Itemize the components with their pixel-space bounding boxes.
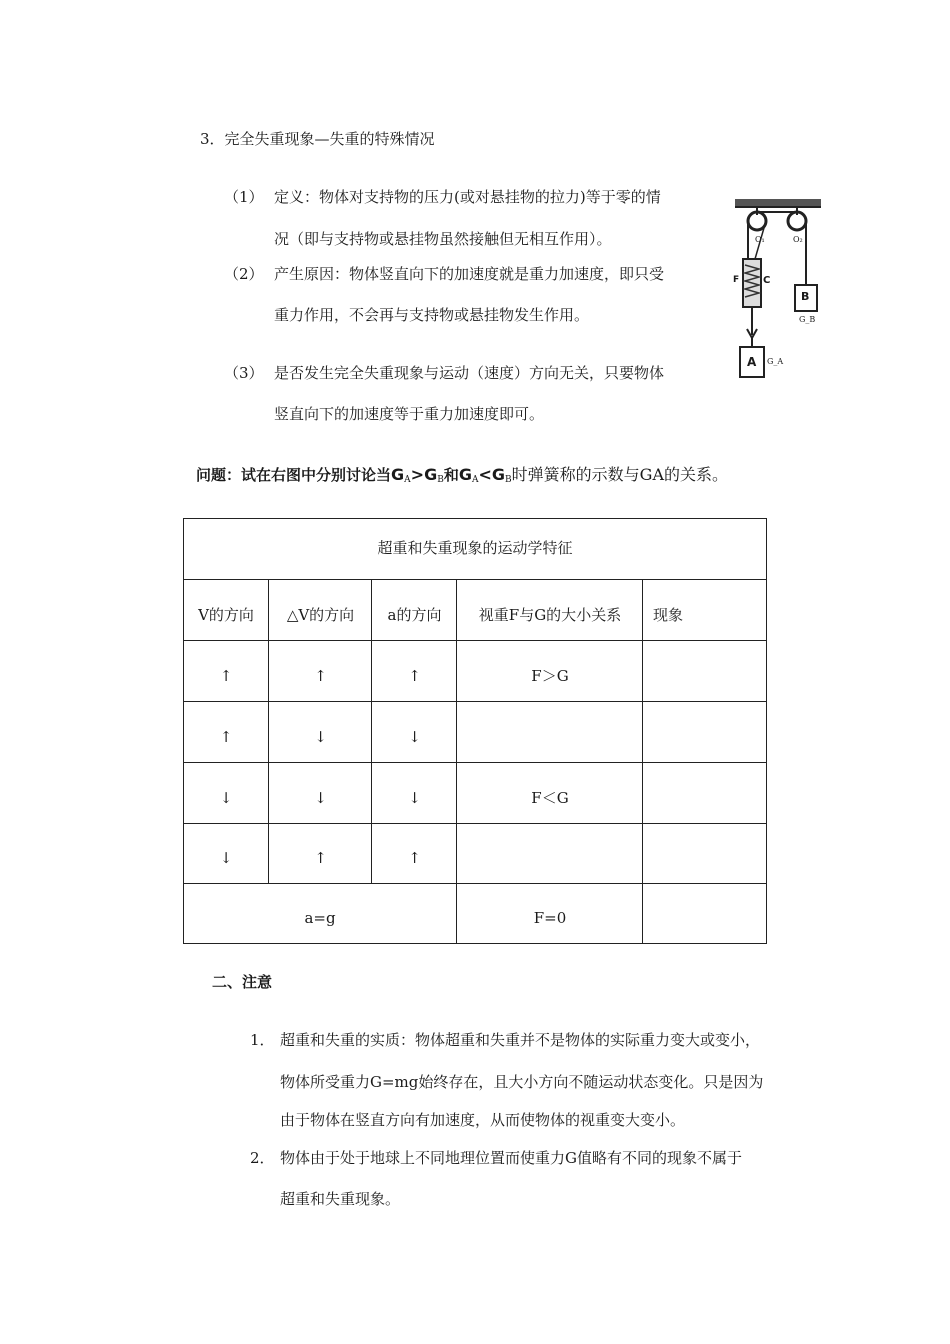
label-f: F [733, 275, 740, 285]
question-g3: G [458, 465, 472, 484]
row-1-relation: F＞G [531, 667, 569, 685]
row-4-a: ↑ [408, 849, 421, 867]
section-title: 3．完全失重现象—失重的特殊情况 [200, 130, 435, 148]
row-3-relation: F＜G [531, 789, 569, 807]
note-2-line-2: 超重和失重现象。 [280, 1190, 401, 1208]
question-a1: A [404, 475, 411, 485]
header-dv-direction: △V的方向 [286, 606, 355, 624]
row-3-a: ↓ [408, 789, 421, 807]
header-phenomenon: 现象 [653, 606, 684, 624]
row-1-dv: ↑ [314, 667, 327, 685]
question-g4: G [491, 465, 506, 484]
label-o1: O₁ [755, 235, 765, 244]
question-g2: G [424, 465, 438, 484]
item-2-line-2: 重力作用，不会再与支持物或悬挂物发生作用。 [274, 306, 590, 324]
question-b1: B [437, 475, 444, 485]
row-3-v: ↓ [219, 789, 233, 807]
question-prefix: 问题：试在右图中分别讨论当 [196, 466, 392, 484]
note-1-line-1: 超重和失重的实质：物体超重和失重并不是物体的实际重力变大或变小， [280, 1031, 761, 1049]
note-1-number: 1． [250, 1031, 275, 1049]
label-o2: O₂ [793, 235, 803, 244]
label-a: A [747, 355, 757, 369]
header-a-direction: a的方向 [387, 606, 442, 624]
row-1-v: ↑ [219, 667, 233, 685]
item-1-line-2: 况（即与支持物或悬挂物虽然接触但无相互作用）。 [274, 230, 612, 248]
note-1-line-2: 物体所受重力G=mg始终存在，且大小方向不随运动状态变化。只是因为 [280, 1073, 764, 1091]
header-relation: 视重F与G的大小关系 [478, 606, 622, 624]
label-ga: G_A [767, 357, 784, 366]
note-2-number: 2． [250, 1149, 275, 1167]
row-2-dv: ↓ [314, 728, 327, 746]
question-and: 和 [443, 466, 459, 484]
note-1-line-3: 由于物体在竖直方向有加速度，从而使物体的视重变大变小。 [280, 1111, 686, 1129]
table-title: 超重和失重现象的运动学特征 [377, 539, 573, 557]
item-3-number: （3） [224, 364, 264, 382]
label-c: C [763, 275, 771, 286]
row-1-a: ↑ [408, 667, 421, 685]
question-suffix: 时弹簧称的示数与GA的关系。 [511, 465, 728, 484]
item-1-number: （1） [224, 188, 264, 206]
question-b2: B [505, 475, 512, 485]
row-2-v: ↑ [219, 728, 233, 746]
item-1-line-1: 定义：物体对支持物的压力(或对悬挂物的拉力)等于零的情 [274, 188, 661, 206]
pulley-diagram [735, 197, 825, 382]
row-4-v: ↓ [219, 849, 233, 867]
label-gb: G_B [799, 315, 816, 324]
kinematics-table [183, 518, 766, 943]
last-row-relation: F=0 [533, 909, 567, 927]
question-line [196, 462, 728, 485]
question-op1: > [410, 465, 425, 484]
last-row-merged: a=g [304, 909, 336, 927]
question-g1: G [391, 465, 405, 484]
item-3-line-1: 是否发生完全失重现象与运动（速度）方向无关，只要物体 [274, 364, 665, 382]
row-4-dv: ↑ [314, 849, 327, 867]
notes-heading: 二、注意 [212, 973, 273, 991]
question-op2: < [478, 465, 492, 484]
note-2-line-1: 物体由于处于地球上不同地理位置而使重力G值略有不同的现象不属于 [280, 1149, 742, 1167]
row-2-a: ↓ [408, 728, 421, 746]
row-3-dv: ↓ [314, 789, 327, 807]
question-a2: A [471, 475, 479, 485]
item-2-line-1: 产生原因：物体竖直向下的加速度就是重力加速度，即只受 [274, 265, 665, 283]
item-3-line-2: 竖直向下的加速度等于重力加速度即可。 [274, 405, 545, 423]
item-2-number: （2） [224, 265, 264, 283]
header-v-direction: V的方向 [198, 606, 254, 624]
label-b: B [801, 290, 810, 303]
